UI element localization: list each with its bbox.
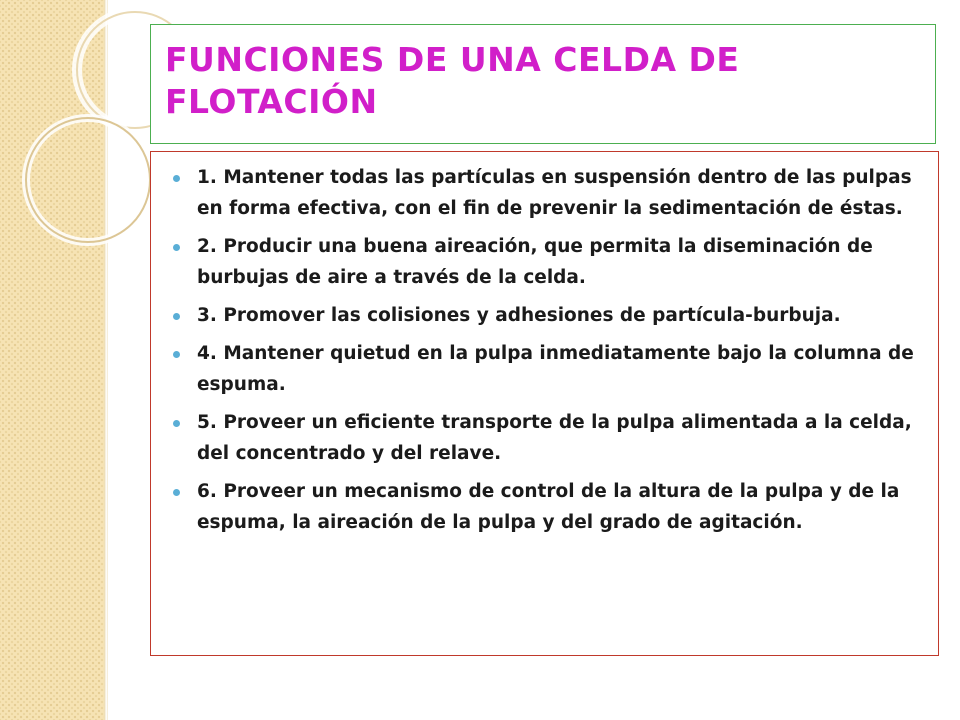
list-item [151,476,937,538]
list-item-text: 2. Producir una buena aireación, que permita la diseminación de burbujas de aire a través de la celda. [197,236,873,288]
list-item [151,231,937,293]
bullet-dot-icon [173,313,180,320]
content-box [150,151,939,656]
bullet-dot-icon [173,244,180,251]
slide-title: FUNCIONES DE UNA CELDA DE FLOTACIÓN [165,40,740,121]
list-item-text: 5. Proveer un eficiente transporte de la pulpa alimentada a la celda, del concentrado y del relave. [197,412,912,464]
list-item [151,300,937,331]
list-item-text: 3. Promover las colisiones y adhesiones de partícula-burbuja. [197,305,841,326]
bullet-list [151,162,937,545]
bullet-dot-icon [173,351,180,358]
list-item-text: 6. Proveer un mecanismo de control de la altura de la pulpa y de la espuma, la aireación de la pulpa y del grado de agitación. [197,481,900,533]
bullet-dot-icon [173,420,180,427]
list-item-text: 4. Mantener quietud en la pulpa inmediatamente bajo la columna de espuma. [197,343,914,395]
list-item-text: 1. Mantener todas las partículas en suspensión dentro de las pulpas en forma efectiva, con el fin de prevenir la sedimentación de éstas. [197,167,912,219]
list-item [151,162,937,224]
list-item [151,338,937,400]
bullet-dot-icon [173,175,180,182]
title-box [150,24,936,144]
bullet-dot-icon [173,489,180,496]
list-item [151,407,937,469]
